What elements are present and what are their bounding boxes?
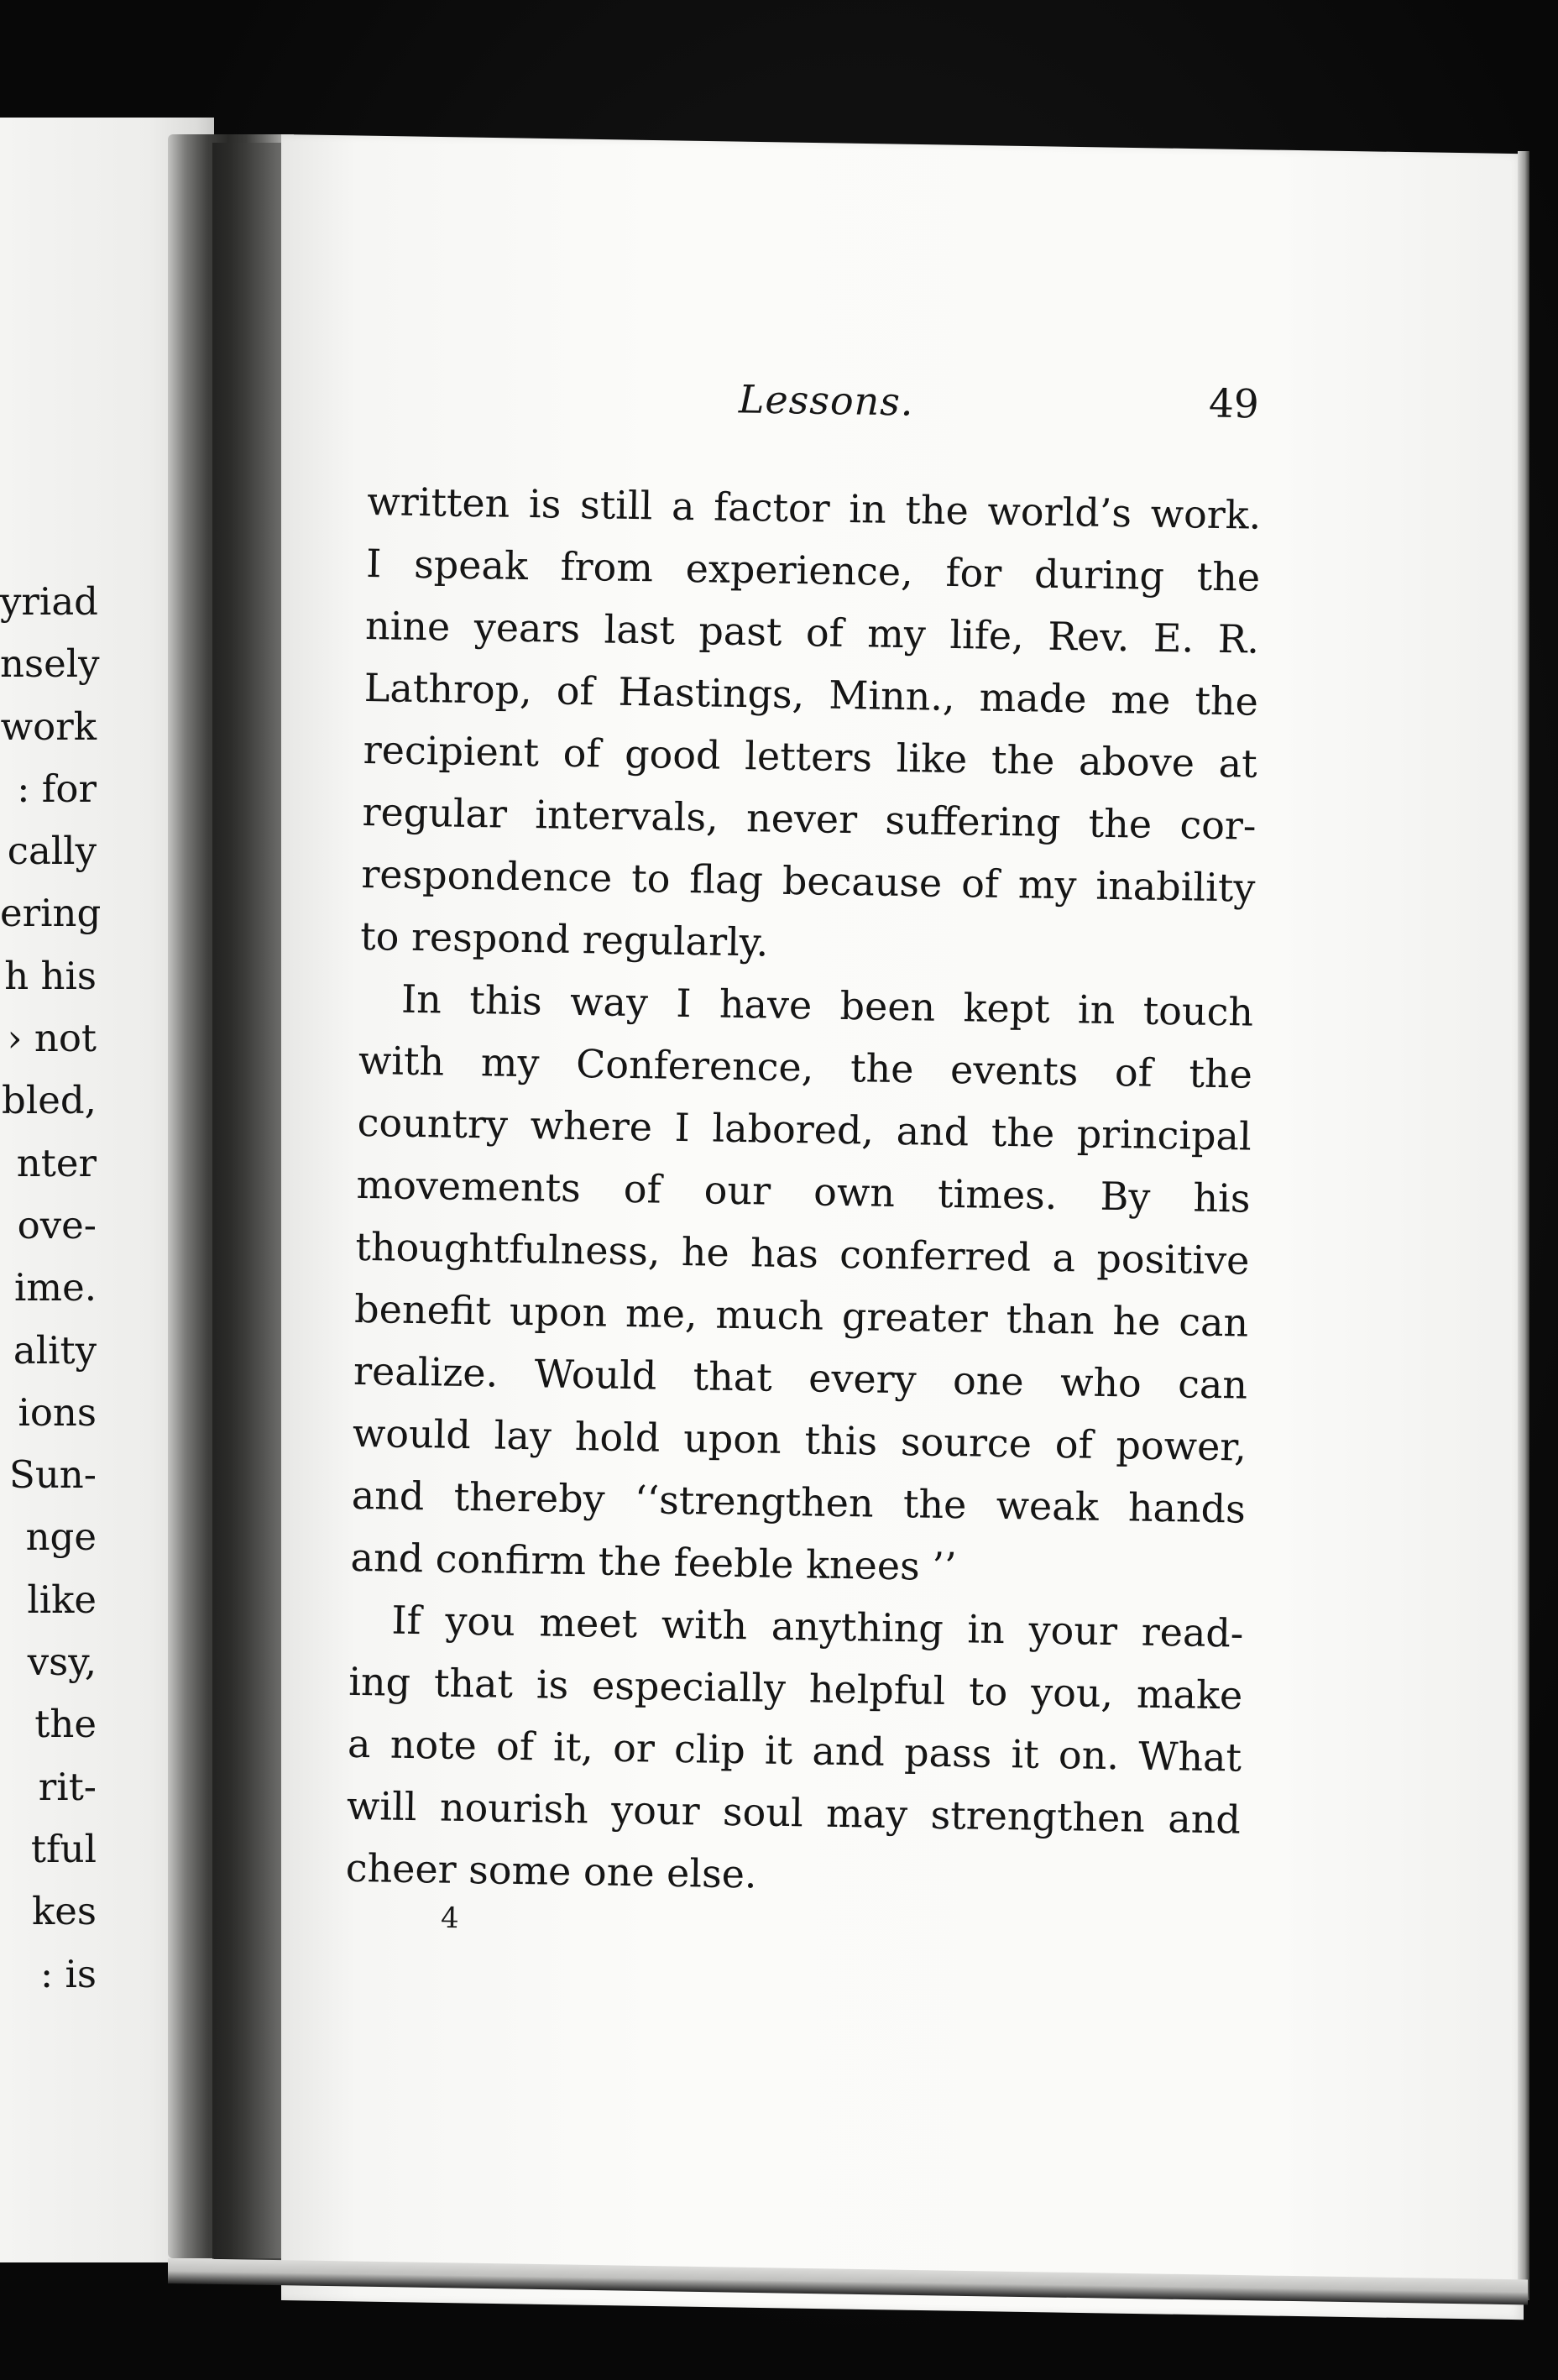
facing-page-line: the: [34, 1702, 97, 1747]
text-line: written is still a factor in the world’s work.: [366, 478, 1262, 538]
paragraph: [360, 470, 1262, 981]
page-body-text: [345, 470, 1262, 1913]
text-line: movements of our own times. By his: [356, 1161, 1251, 1221]
text-line: and thereby ‘‘strengthen the weak hands: [351, 1472, 1247, 1532]
facing-page-line: cally: [7, 829, 97, 874]
facing-page-line: kes: [32, 1889, 97, 1934]
text-line: a note of it, or clip it and pass it on. What: [347, 1720, 1242, 1781]
facing-page-line: rit-: [38, 1764, 97, 1809]
text-line: thoughtfulness, he has conferred a positive: [355, 1223, 1250, 1284]
facing-page-line: : for: [17, 766, 97, 811]
text-line: benefit upon me, much greater than he can: [353, 1285, 1249, 1346]
facing-page-text: [0, 571, 105, 2006]
text-line: with my Conference, the events of the: [358, 1037, 1253, 1097]
text-line: cheer some one else.: [345, 1844, 757, 1897]
paragraph: [345, 1588, 1244, 1913]
text-line: and confirm the feeble knees ’’: [350, 1534, 957, 1590]
facing-page-line: like: [27, 1577, 97, 1622]
facing-page-line: bled,: [2, 1078, 97, 1123]
text-line: to respond regularly.: [359, 913, 769, 965]
page-number: 49: [1208, 380, 1260, 428]
facing-page-line: ime.: [14, 1265, 97, 1310]
text-line: recipient of good letters like the above at: [363, 726, 1258, 787]
facing-page-line: Sun-: [9, 1452, 97, 1498]
facing-page-line: yriad: [0, 579, 98, 624]
text-line: In this way I have been kept in touch: [400, 976, 1254, 1035]
text-line: Lathrop, of Hastings, Minn., made me the: [363, 664, 1259, 724]
text-line: would lay hold upon this source of power,: [352, 1410, 1247, 1470]
text-line: realize. Would that every one who can: [353, 1347, 1248, 1408]
facing-page-line: tful: [30, 1826, 97, 1871]
text-line: ing that is especially helpful to you, make: [348, 1658, 1243, 1718]
facing-page-line: nge: [25, 1514, 97, 1560]
facing-page-line: h his: [4, 953, 97, 998]
text-line: will nourish your soul may strengthen and: [346, 1782, 1242, 1843]
facing-page-line: nsely: [0, 641, 100, 687]
facing-page-line: ions: [18, 1389, 97, 1435]
text-line: regular intervals, never suffering the cor-: [362, 788, 1257, 849]
page-right-edge: [1518, 151, 1529, 2300]
facing-page-line: work: [0, 704, 97, 749]
text-line: If you meet with anything in your read-: [391, 1597, 1244, 1656]
running-header-title: Lessons.: [738, 376, 914, 425]
facing-page-line: ality: [13, 1327, 97, 1373]
facing-page-line: vsy,: [27, 1640, 97, 1685]
paragraph: [350, 967, 1253, 1603]
facing-page-line: ering: [0, 891, 102, 936]
text-line: respondence to flag because of my inability: [361, 850, 1256, 911]
facing-page-line: › not: [7, 1016, 97, 1061]
signature-mark: 4: [440, 1901, 459, 1936]
facing-page-line: nter: [16, 1140, 97, 1185]
facing-page-line: ove-: [17, 1202, 97, 1248]
text-line: I speak from experience, for during the: [365, 540, 1261, 600]
facing-page-line: : is: [40, 1951, 97, 1996]
binding-strip: [212, 143, 281, 2275]
text-line: nine years last past of my life, Rev. E. R.: [364, 602, 1260, 662]
text-line: country where I labored, and the principal: [357, 1099, 1252, 1159]
